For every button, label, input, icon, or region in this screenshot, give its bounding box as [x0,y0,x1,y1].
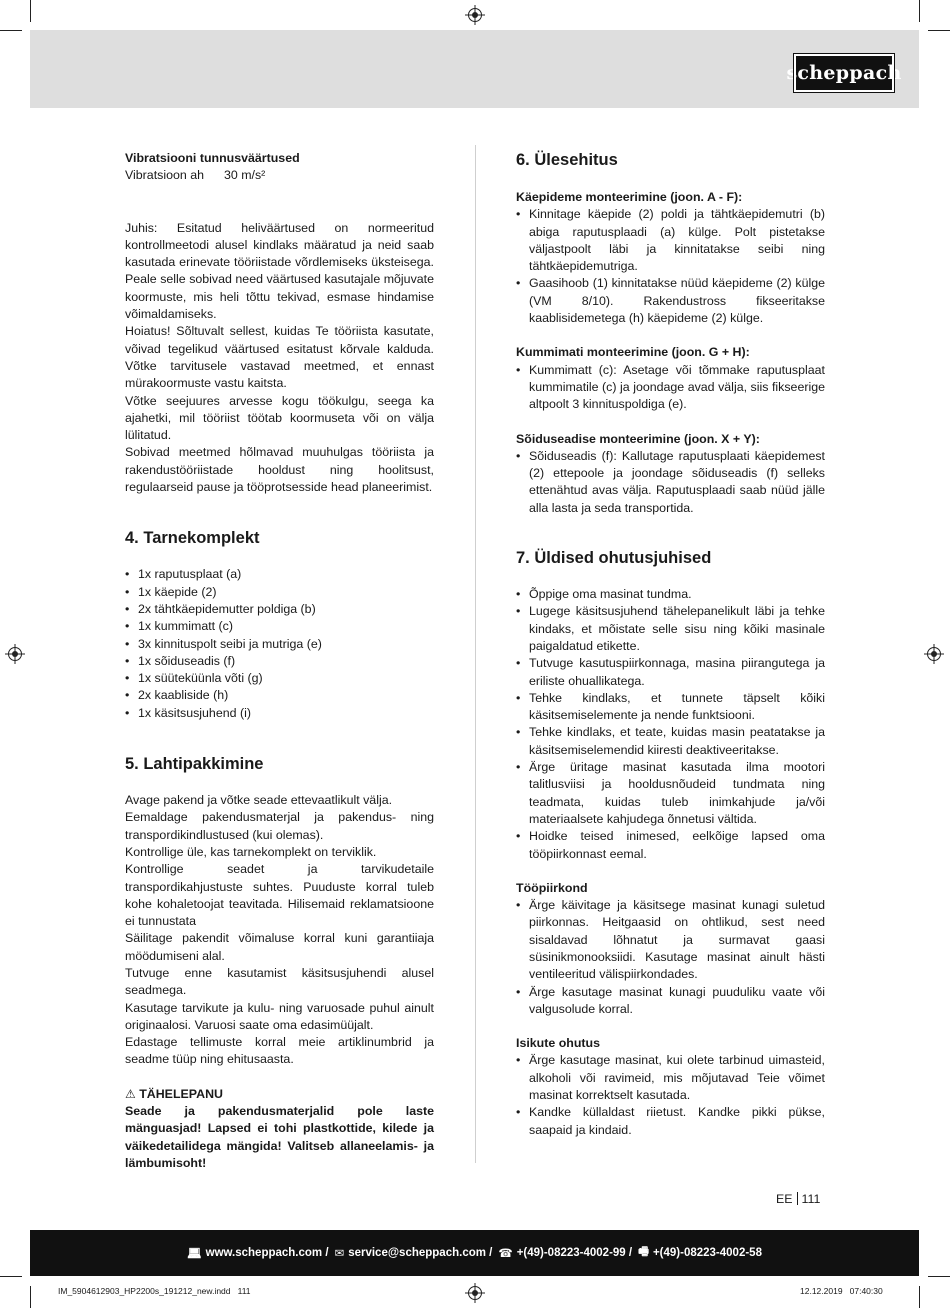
registration-mark-icon [8,647,22,661]
language-code: EE [776,1192,793,1206]
page-number-value: 111 [801,1192,821,1206]
section-5-title: 5. Lahtipakkimine [125,755,264,774]
note-paragraph: Juhis: Esitatud heliväärtused on normeeritud kontrollmeetodi alusel kindlaks määratud ja neid saab kasutada erinevate tööriistade võrdlemiseks üksteisega. Peale selle sobivad need väärtused kasutajale mõjuvate koormuste, mis heli tõttu tekivad, esmase hindamise võimaldamiseks. [125,220,434,322]
drive-assembly-list [516,448,825,517]
list-item: • Lugege käsitsusjuhend tähelepanelikult läbi ja tehke kindaks, et mõistate selle sisu ning kõiki masinale paigaldatud etikette. [516,603,825,655]
column-divider [475,145,476,1163]
list-item: • Tutvuge kasutuspiirkonnaga, masina piirangutega ja eriliste ohuallikatega. [516,655,825,690]
list-item: • 2x tähtkäepidemutter poldiga (b) [125,601,434,618]
personal-safety-list [516,1052,825,1138]
page-separator [797,1192,798,1205]
crop-mark [919,1286,920,1308]
section-7-title: 7. Üldised ohutusjuhised [516,549,712,568]
crop-mark [0,30,22,31]
unpacking-paragraph: Kasutage tarvikute ja kulu- ning varuosade puhul ainult originaalosi. Varuosi saate oma edasimüüjalt. [125,1000,434,1032]
vibration-title: Vibratsiooni tunnusväärtused [125,151,300,165]
attention-heading [125,1086,434,1103]
mat-assembly-list [516,362,825,414]
unpacking-paragraph: Eemaldage pakendusmaterjal ja pakendus- ning transpordikindlustused (kui olemas). [125,810,434,842]
warning-paragraph: Hoiatus! Sõltuvalt sellest, kuidas Te tööriista kasutate, võivad tegelikud väärtused esitatust kõrvale kalduda. Võtke tarvitusele vastavad meetmed, et ennast mürakoormuste vastu kaitsta. [125,324,434,391]
imprint-file: IM_5904612903_HP2200s_191212_new.indd 111 [58,1286,251,1296]
list-item: • Gaasihoob (1) kinnitatakse nüüd käepideme (2) külge (VM 8/10). Rakendustross fikseeritakse kaablisidemetega (h) käepideme (2) külge. [516,275,825,327]
list-item: • 1x sõiduseadis (f) [125,653,434,670]
list-item: • 1x käsitsusjuhend (i) [125,705,434,722]
mail-icon: ✉ [334,1248,345,1260]
unpacking-paragraph: Avage pakend ja võtke seade ettevaatlikult välja. [125,793,393,808]
unpacking-paragraph: Kontrollige üle, kas tarnekomplekt on terviklik. [125,844,377,859]
personal-safety-title: Isikute ohutus [516,1036,600,1051]
list-item: • 1x kummimatt (c) [125,618,434,635]
list-item: • Kandke küllaldast riietust. Kandke pikki pükse, saapaid ja kindaid. [516,1104,825,1139]
list-item: • Ärge käivitage ja käsitsege masinat kunagi suletud piirkonnas. Heitgaasid on ohtlikud, sest need sisaldavad lõhnatut ja surmavat gaasi süsinikmonooksiidi. Kasutage masinat ainult hästi ventileeritud välispiirkondades. [516,897,825,983]
brand-logo: scheppach [794,54,894,92]
left-column [125,150,434,1172]
list-item: • Kummimatt (c): Asetage või tõmmake raputusplaat kummimatile (c) ja joondage avad välja, siis fikseerige altpoolt 3 kinnituspoldiga (e). [516,362,825,414]
footer-band [30,1230,919,1276]
list-item: • 3x kinnituspolt seibi ja mutriga (e) [125,636,434,653]
unpacking-paragraph: Edastage tellimuste korral meie artiklinumbrid ja seadme tüüp ning ehitusaasta. [125,1035,434,1067]
footer-fax: +(49)-08223-4002-58 [652,1247,762,1259]
list-item: • Ärge kasutage masinat, kui olete tarbinud uimasteid, alkoholi või ravimeid, mis mõjutavad Teie võimet masinat korrektselt kasutada. [516,1052,825,1104]
footer-phone: +(49)-08223-4002-99 / [516,1247,633,1259]
right-column [516,150,825,1139]
list-item: • 1x käepide (2) [125,584,434,601]
attention-label: TÄHELEPANU [139,1086,223,1101]
footer-website: www.scheppach.com / [205,1247,329,1259]
imprint-date: 12.12.2019 07:40:30 [800,1286,883,1296]
list-item: • Hoidke teised inimesed, eelkõige lapsed oma tööpiirkonnast eemal. [516,828,825,863]
section-6-title: 6. Ülesehitus [516,151,618,169]
attention-text: Seade ja pakendusmaterjalid pole laste mänguasjad! Lapsed ei tohi plastkottide, kilede ja väikedetailidega mängida! Valitseb allaneelamis- ja lämbumisoht! [125,1104,434,1170]
general-safety-list [516,586,825,863]
vibration-row [125,167,434,184]
footer-email: service@scheppach.com / [348,1247,493,1259]
list-item: • 1x süüteküünla võti (g) [125,670,434,687]
crop-mark [0,1276,22,1277]
drive-assembly-title: Sõiduseadise monteerimine (joon. X + Y): [516,431,760,446]
crop-mark [919,0,920,22]
unpacking-paragraph: Kontrollige seadet ja tarvikudetaile transpordikahjustuste suhtes. Puuduste korral tuleb kohe kohaletoojat teavitada. Hilisemaid reklamatsioone ei tunnustata [125,862,434,929]
work-area-title: Tööpiirkond [516,880,588,895]
unpacking-paragraph: Tutvuge enne kasutamist käsitsusjuhendi alusel seadmega. [125,965,434,998]
list-item: • 2x kaabliside (h) [125,687,434,704]
list-item: • Ärge kasutage masinat kunagi puuduliku vaate või valgusolude korral. [516,984,825,1019]
fax-icon: 🖷︎ [638,1245,649,1258]
warning-triangle-icon: ⚠ [125,1086,136,1101]
list-item: • 1x raputusplaat (a) [125,566,434,583]
crop-mark [30,0,31,22]
registration-mark-icon [468,1286,482,1300]
phone-icon: ☎ [498,1248,513,1260]
list-item: • Sõiduseadis (f): Kallutage raputusplaati käepidemest (2) ettepoole ja joondage sõiduseadis (f) selleks ettenähtud avas välja. Raputusplaadi saab nüüd jälle alla lasta ja seda transportida. [516,448,825,517]
workflow-paragraph: Võtke seejuures arvesse kogu töökulgu, seega ka ajahetki, mil tööriist töötab koormuseta või on välja lülitatud. [125,393,434,443]
page-number [776,1192,820,1206]
registration-mark-icon [927,647,941,661]
computer-icon: 💻︎ [187,1248,202,1260]
section-4-title: 4. Tarnekomplekt [125,529,260,548]
delivery-list [125,566,434,722]
list-item: • Tehke kindlaks, et tunnete täpselt kõiki käsitsemiselemente ja nende funktsiooni. [516,690,825,725]
registration-mark-icon [468,8,482,22]
work-area-list [516,897,825,1018]
list-item: • Ärge üritage masinat kasutada ilma mootori talitlusviisi ja hooldusnõudeid tundmata ning teadmata, kuidas tuleb inimkahjude ja/või materiaalsete kahjudega õnnetusi vältida. [516,759,825,828]
vibration-value: 30 m/s² [224,168,266,183]
handle-assembly-list [516,206,825,327]
list-item: • Õppige oma masinat tundma. [516,586,825,603]
crop-mark [30,1286,31,1308]
measures-paragraph: Sobivad meetmed hõlmavad muuhulgas tööriista ja rakendustööriistade hooldust ning hoolitsust, regulaarseid pause ja tööprotsesside head planeerimist. [125,445,434,495]
mat-assembly-title: Kummimati monteerimine (joon. G + H): [516,345,750,360]
crop-mark [928,1276,950,1277]
list-item: • Tehke kindlaks, et teate, kuidas masin peatatakse ja käsitsemiselemendid kiiresti deaktiveeritakse. [516,724,825,759]
list-item: • Kinnitage käepide (2) poldi ja tähtkäepidemutri (b) abiga raputusplaadi (a) külge. Polt pistetakse väljastpoolt läbi ja kinnitatakse seibi ning tähtkäepidemutriga. [516,206,825,275]
vibration-label: Vibratsioon ah [125,168,204,183]
handle-assembly-title: Käepideme monteerimine (joon. A - F): [516,190,743,204]
unpacking-paragraph: Säilitage pakendit võimaluse korral kuni garantiiaja möödumiseni alal. [125,931,434,963]
crop-mark [928,30,950,31]
